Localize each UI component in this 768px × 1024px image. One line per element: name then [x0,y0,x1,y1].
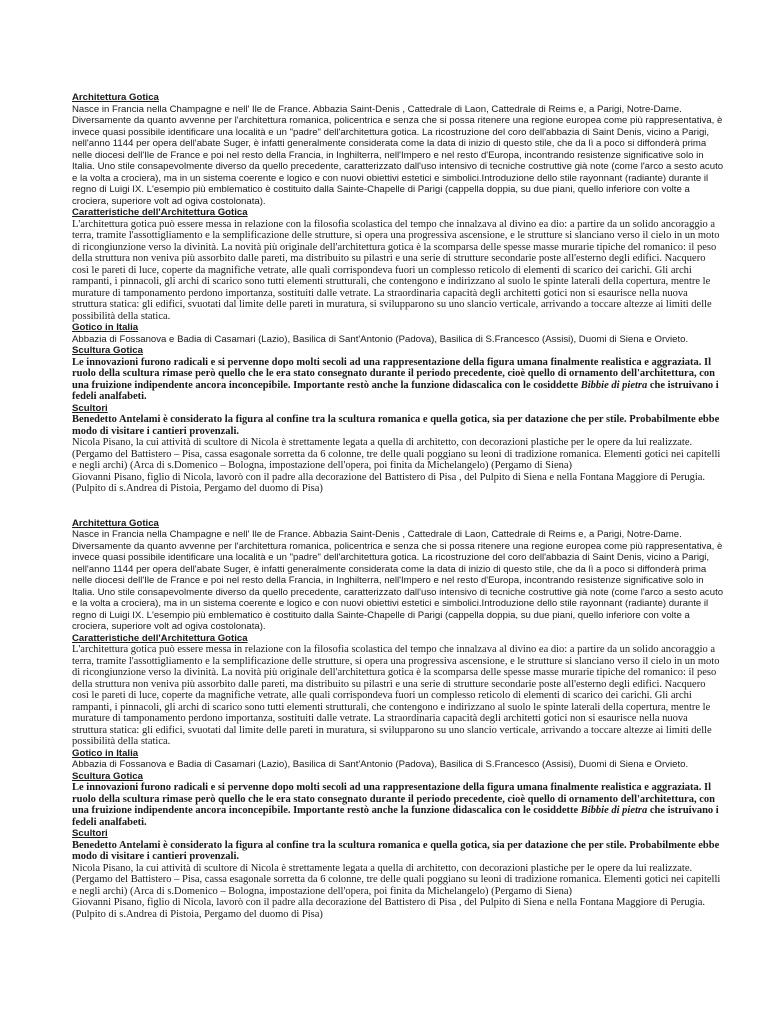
heading-gotico-in-italia: Gotico in Italia [72,747,139,759]
document-section-2 [72,518,724,921]
scultura-text-after: che istruivano i fedeli analfabeti. [72,805,719,828]
scultura-text-italic: Bibbie di pietra [580,379,648,391]
paragraph-nicola-pisano: Nicola Pisano, la cui attività di scultore di Nicola è strettamente legata a quella di architetto, con decorazioni plastiche per le opere da lui realizzate. (Pergamo del Battistero – Pisa, cassa esagonale sorretta da 6 colonne, tre delle quali poggiano su leoni di tradizione romanica. Elementi gotici nei capitelli e negli archi) (Arca di s.Domenico – Bologna, impostazione dell'opera, poi finita da Michelangelo) (Pergamo di Siena) [72,862,721,897]
heading-gotico-in-italia: Gotico in Italia [72,322,139,333]
paragraph-nicola-pisano: Nicola Pisano, la cui attività di scultore di Nicola è strettamente legata a quella di architetto, con decorazioni plastiche per le opere da lui realizzate. (Pergamo del Battistero – Pisa, cassa esagonale sorretta da 6 colonne, tre delle quali poggiano su leoni di tradizione romanica. Elementi gotici nei capitelli e negli archi) (Arca di s.Domenico – Bologna, impostazione dell'opera, poi finita da Michelangelo) (Pergamo di Siena) [72,437,721,471]
paragraph-giovanni-pisano: Giovanni Pisano, figlio di Nicola, lavorò con il padre alla decorazione del Battistero di Pisa , del Pulpito di Siena e nella Fontana Maggiore di Perugia. (Pulpito di s.Andrea di Pistoia, Pergamo del duomo di Pisa) [72,471,706,494]
heading-architettura-gotica: Architettura Gotica [72,92,159,103]
paragraph-giovanni-pisano: Giovanni Pisano, figlio di Nicola, lavorò con il padre alla decorazione del Battistero di Pisa , del Pulpito di Siena e nella Fontana Maggiore di Perugia. (Pulpito di s.Andrea di Pistoia, Pergamo del duomo di Pisa) [72,897,706,920]
heading-caratteristiche: Caratteristiche dell'Architettura Gotica [72,207,248,218]
document-section-1 [72,92,724,495]
scultura-text-before: Le innovazioni furono radicali e si pervenne dopo molti secoli ad una rappresentazione della figura umana finalmente realistica e aggraziata. Il ruolo della scultura rimase però quello che le era stato consegnato durante il periodo precedente, cioè quello di ornamento dell'architettura, con una fruizione indipendente ancora inconcepibile. Importante restò anche la funzione didascalica con le cosiddette [72,356,715,391]
paragraph-gotico-in-italia: Abbazia di Fossanova e Badia di Casamari (Lazio), Basilica di Sant'Antonio (Padova), Basilica di S.Francesco (Assisi), Duomi di Siena e Orvieto. [72,333,689,345]
paragraph-caratteristiche: L'architettura gotica può essere messa in relazione con la filosofia scolastica del tempo che innalzava al divino ea dio: a partire da un solido ancoraggio a terra, tramite l'assottigliamento e la semplificazione delle strutture, si opera una progressiva ascensione, e le strutture si slanciano verso il cielo in un moto di ricongiunzione verso la divinità. La novità più originale dell'architettura gotica è la scomparsa delle spesse masse murarie tipiche del romanico: il peso della struttura non veniva più assorbito dalle pareti, ma distribuito su pilastri e una serie di strutture secondarie poste all'esterno degli edifici. Nacquero così le pareti di luce, coperte da magnifiche vetrate, alle quali corrispondeva fuori un complesso reticolo di elementi di scarico dei carichi. Gli archi rampanti, i pinnacoli, gli archi di scarico sono tutti elementi strutturali, che contengono e indirizzano al suolo le spinte laterali della copertura, mentre le murature di tamponamento perdono importanza, sostituiti dalle vetrate. La straordinaria capacità degli architetti gotici non si esaurisce nella nuova struttura statica: gli edifici, svuotati dal limite delle pareti in muratura, si svilupparono su uno slancio verticale, arrivando a toccare altezze ai limiti delle possibilità della statica. [72,644,720,747]
paragraph-antelami: Benedetto Antelami è considerato la figura al confine tra la scultura romanica e quella gotica, sia per datazione che per stile. Probabilmente ebbe modo di visitare i cantieri provenzali. [72,839,720,862]
paragraph-gotico-in-italia: Abbazia di Fossanova e Badia di Casamari (Lazio), Basilica di Sant'Antonio (Padova), Basilica di S.Francesco (Assisi), Duomi di Siena e Orvieto. [72,759,689,770]
paragraph-caratteristiche: L'architettura gotica può essere messa in relazione con la filosofia scolastica del tempo che innalzava al divino ea dio: a partire da un solido ancoraggio a terra, tramite l'assottigliamento e la semplificazione delle strutture, si opera una progressiva ascensione, e le strutture si slanciano verso il cielo in un moto di ricongiunzione verso la divinità. La novità più originale dell'architettura gotica è la scomparsa delle spesse masse murarie tipiche del romanico: il peso della struttura non veniva più assorbito dalle pareti, ma distribuito su pilastri e una serie di strutture secondarie poste all'esterno degli edifici. Nacquero così le pareti di luce, coperte da magnifiche vetrate, alle quali corrispondeva fuori un complesso reticolo di elementi di scarico dei carichi. Gli archi rampanti, i pinnacoli, gli archi di scarico sono tutti elementi strutturali, che contengono e indirizzano al suolo le spinte laterali della copertura, mentre le murature di tamponamento perdono importanza, sostituiti dalle vetrate. La straordinaria capacità degli architetti gotici non si esaurisce nella nuova struttura statica: gli edifici, svuotati dal limite delle pareti in muratura, si svilupparono su uno slancio verticale, arrivando a toccare altezze ai limiti delle possibilità della statica. [72,218,720,322]
paragraph-antelami: Benedetto Antelami è considerato la figura al confine tra la scultura romanica e quella gotica, sia per datazione che per stile. Probabilmente ebbe modo di visitare i cantieri provenzali. [72,414,720,437]
paragraph-scultura-gotica [72,357,724,403]
scultura-text-after: che istruivano i fedeli analfabeti. [72,379,719,402]
heading-caratteristiche: Caratteristiche dell'Architettura Gotica [72,632,248,644]
document-page [72,92,724,920]
scultura-text-italic: Bibbie di pietra [580,805,648,816]
heading-architettura-gotica: Architettura Gotica [72,517,159,529]
paragraph-architettura-gotica: Nasce in Francia nella Champagne e nell' Ile de France. Abbazia Saint-Denis , Cattedrale di Laon, Cattedrale di Reims e, a Parigi, Notre-Dame. Diversamente da quanto avvenne per l'architettura romanica, policentrica e senza che si possa ritenere una regione europea come più rappresentativa, è invece quasi possibile identificare una località e un "padre" dell'architettura gotica. La ricostruzione del coro dell'abbazia di Saint Denis, vicino a Parigi, nell'anno 1144 per opera dell'abate Suger, è infatti generalmente considerata come la data di inizio di questo stile, che da lì a poco si diffonderà prima nelle diocesi dell'Ile de France e poi nel resto della Francia, in Inghilterra, nell'Impero e nel resto d'Europa, incontrando resistenze significative solo in Italia. Uno stile consapevolmente diverso da quello precedente, caratterizzato dall'uso intensivo di tecniche costruttive già note (come l'arco a sesto acuto e la volta a crociera), ma in un sistema coerente e logico e con nuovi obiettivi estetici e simbolici.Introduzione dello stile rayonnant (radiante) durante il regno di Luigi IX. L'esempio più emblematico è costituito dalla Sainte-Chapelle di Parigi (cappella doppia, su due piani, quello inferiore con volte a crociera, superiore volt ad ogiva costolonata). [72,529,724,632]
paragraph-scultura-gotica [72,782,724,828]
heading-scultura-gotica: Scultura Gotica [72,770,143,782]
scultura-text-before: Le innovazioni furono radicali e si pervenne dopo molti secoli ad una rappresentazione della figura umana finalmente realistica e aggraziata. Il ruolo della scultura rimase però quello che le era stato consegnato durante il periodo precedente, cioè quello di ornamento dell'architettura, con una fruizione indipendente ancora inconcepibile. Importante restò anche la funzione didascalica con le cosiddette [72,782,715,816]
paragraph-architettura-gotica: Nasce in Francia nella Champagne e nell' Ile de France. Abbazia Saint-Denis , Cattedrale di Laon, Cattedrale di Reims e, a Parigi, Notre-Dame. Diversamente da quanto avvenne per l'architettura romanica, policentrica e senza che si possa ritenere una regione europea come più rappresentativa, è invece quasi possibile identificare una località e un "padre" dell'architettura gotica. La ricostruzione del coro dell'abbazia di Saint Denis, vicino a Parigi, nell'anno 1144 per opera dell'abate Suger, è infatti generalmente considerata come la data di inizio di questo stile, che da lì a poco si diffonderà prima nelle diocesi dell'Ile de France e poi nel resto della Francia, in Inghilterra, nell'Impero e nel resto d'Europa, incontrando resistenze significative solo in Italia. Uno stile consapevolmente diverso da quello precedente, caratterizzato dall'uso intensivo di tecniche costruttive già note (come l'arco a sesto acuto e la volta a crociera), ma in un sistema coerente e logico e con nuovi obiettivi estetici e simbolici.Introduzione dello stile rayonnant (radiante) durante il regno di Luigi IX. L'esempio più emblematico è costituito dalla Sainte-Chapelle di Parigi (cappella doppia, su due piani, quello inferiore con volte a crociera, superiore volt ad ogiva costolonata). [72,103,724,207]
heading-scultori: Scultori [72,828,108,839]
heading-scultori: Scultori [72,402,108,414]
heading-scultura-gotica: Scultura Gotica [72,345,143,356]
